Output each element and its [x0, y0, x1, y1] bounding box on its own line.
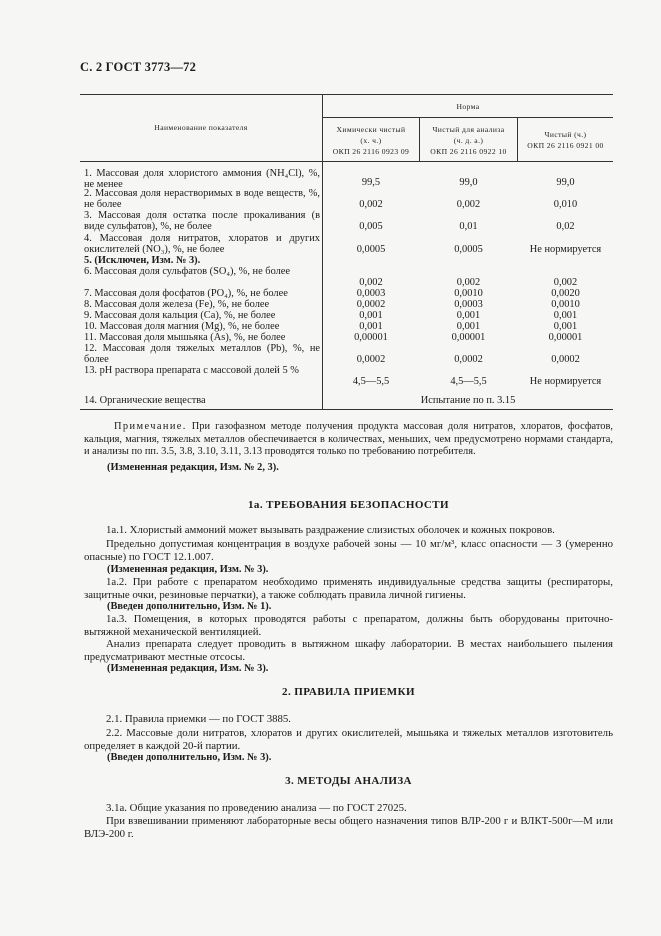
table-row-label: 1. Массовая доля хлористого аммония (NH₄Cl), %, не менее — [84, 168, 320, 191]
table-row-label: 7. Массовая доля фосфатов (PO₄), %, не более — [84, 288, 288, 299]
table-row-label: 10. Массовая доля магния (Mg), %, не более — [84, 321, 280, 332]
section-heading-1a: 1а. ТРЕБОВАНИЯ БЕЗОПАСНОСТИ — [248, 499, 449, 511]
table-cell: 99,0 — [459, 177, 478, 188]
table-cell: 0,0003 — [454, 299, 483, 310]
paragraph: При взвешивании применяют лабораторные весы общего назначения типов ВЛР-200 г и ВЛКТ-500г—М или ВЛЭ-200 г. — [84, 815, 613, 840]
table-cell: 0,002 — [456, 199, 481, 210]
table-cell: Не нормируется — [529, 244, 602, 255]
table-cell: 0,0002 — [454, 354, 483, 365]
table-cell: 0,001 — [456, 310, 481, 321]
table-row-label: 5. (Исключен, Изм. № 3). — [84, 255, 201, 266]
table-cell: 4,5—5,5 — [450, 376, 487, 387]
table-note — [84, 421, 613, 459]
edition-mark: (Измененная редакция, Изм. № 3). — [107, 663, 269, 674]
grade-header-chda: Чистый для анализа (ч. д. а.) ОКП 26 2116 0922 10 — [430, 125, 507, 156]
note-text: При газофазном методе получения продукта массовая доля нитратов, хлоратов, фосфатов, кальция, магния, тяжелых металлов обеспечивается в количествах, меньших, чем предусмотрено нормами стандарта, и анализы по пп. 3.5, 3.8, 3.10, 3.11, 3.13 проводятся только по требованию потребителя. — [84, 421, 613, 458]
table-cell: 0,0002 — [356, 354, 386, 365]
column-header-name: Наименование показателя — [154, 123, 248, 132]
edition-mark: (Измененная редакция, Изм. № 3). — [107, 564, 269, 575]
table-cell: 0,0002 — [356, 299, 386, 310]
table-cell: 0,001 — [456, 321, 481, 332]
table-bottom-rule — [80, 409, 613, 410]
paragraph: 2.2. Массовые доли нитратов, хлоратов и других окислителей, мышьяка и тяжелых металлов изготовитель определяет в каждой 20-й партии. — [84, 727, 613, 752]
table-cell: Не нормируется — [529, 376, 602, 387]
edition-mark: (Измененная редакция, Изм. № 2, 3). — [107, 462, 279, 473]
section-heading-3: 3. МЕТОДЫ АНАЛИЗА — [285, 775, 412, 787]
table-row-label: 2. Массовая доля нерастворимых в воде веществ, %, не более — [84, 188, 320, 211]
column-header-norm: Норма — [456, 102, 480, 111]
table-cell: 0,001 — [553, 321, 578, 332]
table-cell: 0,0010 — [551, 299, 580, 310]
table-row-label: 4. Массовая доля нитратов, хлоратов и других окислителей (NO₃), %, не более — [84, 233, 320, 256]
table-cell: 0,002 — [359, 277, 383, 288]
table-cell: 4,5—5,5 — [352, 376, 390, 387]
table-cell: 0,005 — [359, 221, 383, 232]
table-header-rule — [80, 161, 613, 162]
table-cell: 0,00001 — [354, 332, 388, 343]
table-cell: 0,001 — [359, 310, 383, 321]
table-row-label: 14. Органические вещества — [84, 395, 206, 406]
table-row-label: 12. Массовая доля тяжелых металлов (Pb), %, не более — [84, 343, 320, 366]
paragraph: 2.1. Правила приемки — по ГОСТ 3885. — [106, 713, 292, 725]
table-cell: 0,0005 — [454, 244, 483, 255]
paragraph: Предельно допустимая концентрация в воздухе рабочей зоны — 10 мг/м³, класс опасности — 3 (умеренно опасные) по ГОСТ 12.1.007. — [84, 538, 613, 563]
table-cell: 0,002 — [553, 277, 578, 288]
note-lead: Примечание. — [114, 421, 187, 432]
table-cell: 0,001 — [553, 310, 578, 321]
table-row-label: 9. Массовая доля кальция (Ca), %, не более — [84, 310, 276, 321]
table-row-label: 13. pH раствора препарата с массовой долей 5 % — [84, 365, 299, 376]
table-cell: 0,0010 — [454, 288, 483, 299]
paragraph: 3.1а. Общие указания по проведению анализа — по ГОСТ 27025. — [106, 802, 407, 814]
table-cell: 0,02 — [556, 221, 575, 232]
table-row-label: 8. Массовая доля железа (Fe), %, не более — [84, 299, 270, 310]
page-title: С. 2 ГОСТ 3773—72 — [80, 60, 197, 74]
grade-header-khch: Химически чистый (х. ч.) ОКП 26 2116 0923 09 — [332, 125, 410, 156]
table-row-label: 11. Массовая доля мышьяка (As), %, не более — [84, 332, 286, 343]
paragraph: 1а.1. Хлористый аммоний может вызывать раздражение слизистых оболочек и кожных покровов. — [106, 524, 555, 536]
paragraph: Анализ препарата следует проводить в вытяжном шкафу лаборатории. В местах наибольшего пыления предусматривают местные отсосы. — [84, 638, 613, 663]
table-cell: 99,0 — [556, 177, 575, 188]
edition-mark: (Введен дополнительно, Изм. № 3). — [107, 752, 272, 763]
table-cell: 0,002 — [456, 277, 481, 288]
table-cell: 0,001 — [359, 321, 383, 332]
table-top-rule — [80, 94, 613, 95]
table-row-label: 3. Массовая доля остатка после прокаливания (в виде сульфатов), %, не более — [84, 210, 320, 233]
paragraph: 1а.3. Помещения, в которых проводятся работы с препаратом, должны быть оборудованы приточно-вытяжной механической вентиляцией. — [84, 613, 613, 638]
table-cell: 0,0005 — [356, 244, 386, 255]
table-cell: 0,0020 — [551, 288, 580, 299]
grade-header-ch: Чистый (ч.) ОКП 26 2116 0921 00 — [527, 130, 604, 150]
table-row-label: 6. Массовая доля сульфатов (SO₄), %, не более — [84, 266, 291, 277]
table-cell: 0,0002 — [551, 354, 580, 365]
table-cell-merged: Испытание по п. 3.15 — [420, 395, 516, 406]
section-heading-2: 2. ПРАВИЛА ПРИЕМКИ — [282, 686, 415, 698]
table-cell: 0,00001 — [451, 332, 486, 343]
table-cell: 0,0003 — [356, 288, 386, 299]
paragraph: 1а.2. При работе с препаратом необходимо применять индивидуальные средства защиты (респираторы, защитные очки, резиновые перчатки), а также соблюдать правила личной гигиены. — [84, 576, 613, 601]
table-cell: 0,002 — [359, 199, 383, 210]
norm-header-rule — [322, 117, 613, 118]
table-cell: 0,010 — [553, 199, 578, 210]
edition-mark: (Введен дополнительно, Изм. № 1). — [107, 601, 272, 612]
table-cell: 0,01 — [459, 221, 478, 232]
table-cell: 99,5 — [361, 177, 381, 188]
table-cell: 0,00001 — [548, 332, 583, 343]
